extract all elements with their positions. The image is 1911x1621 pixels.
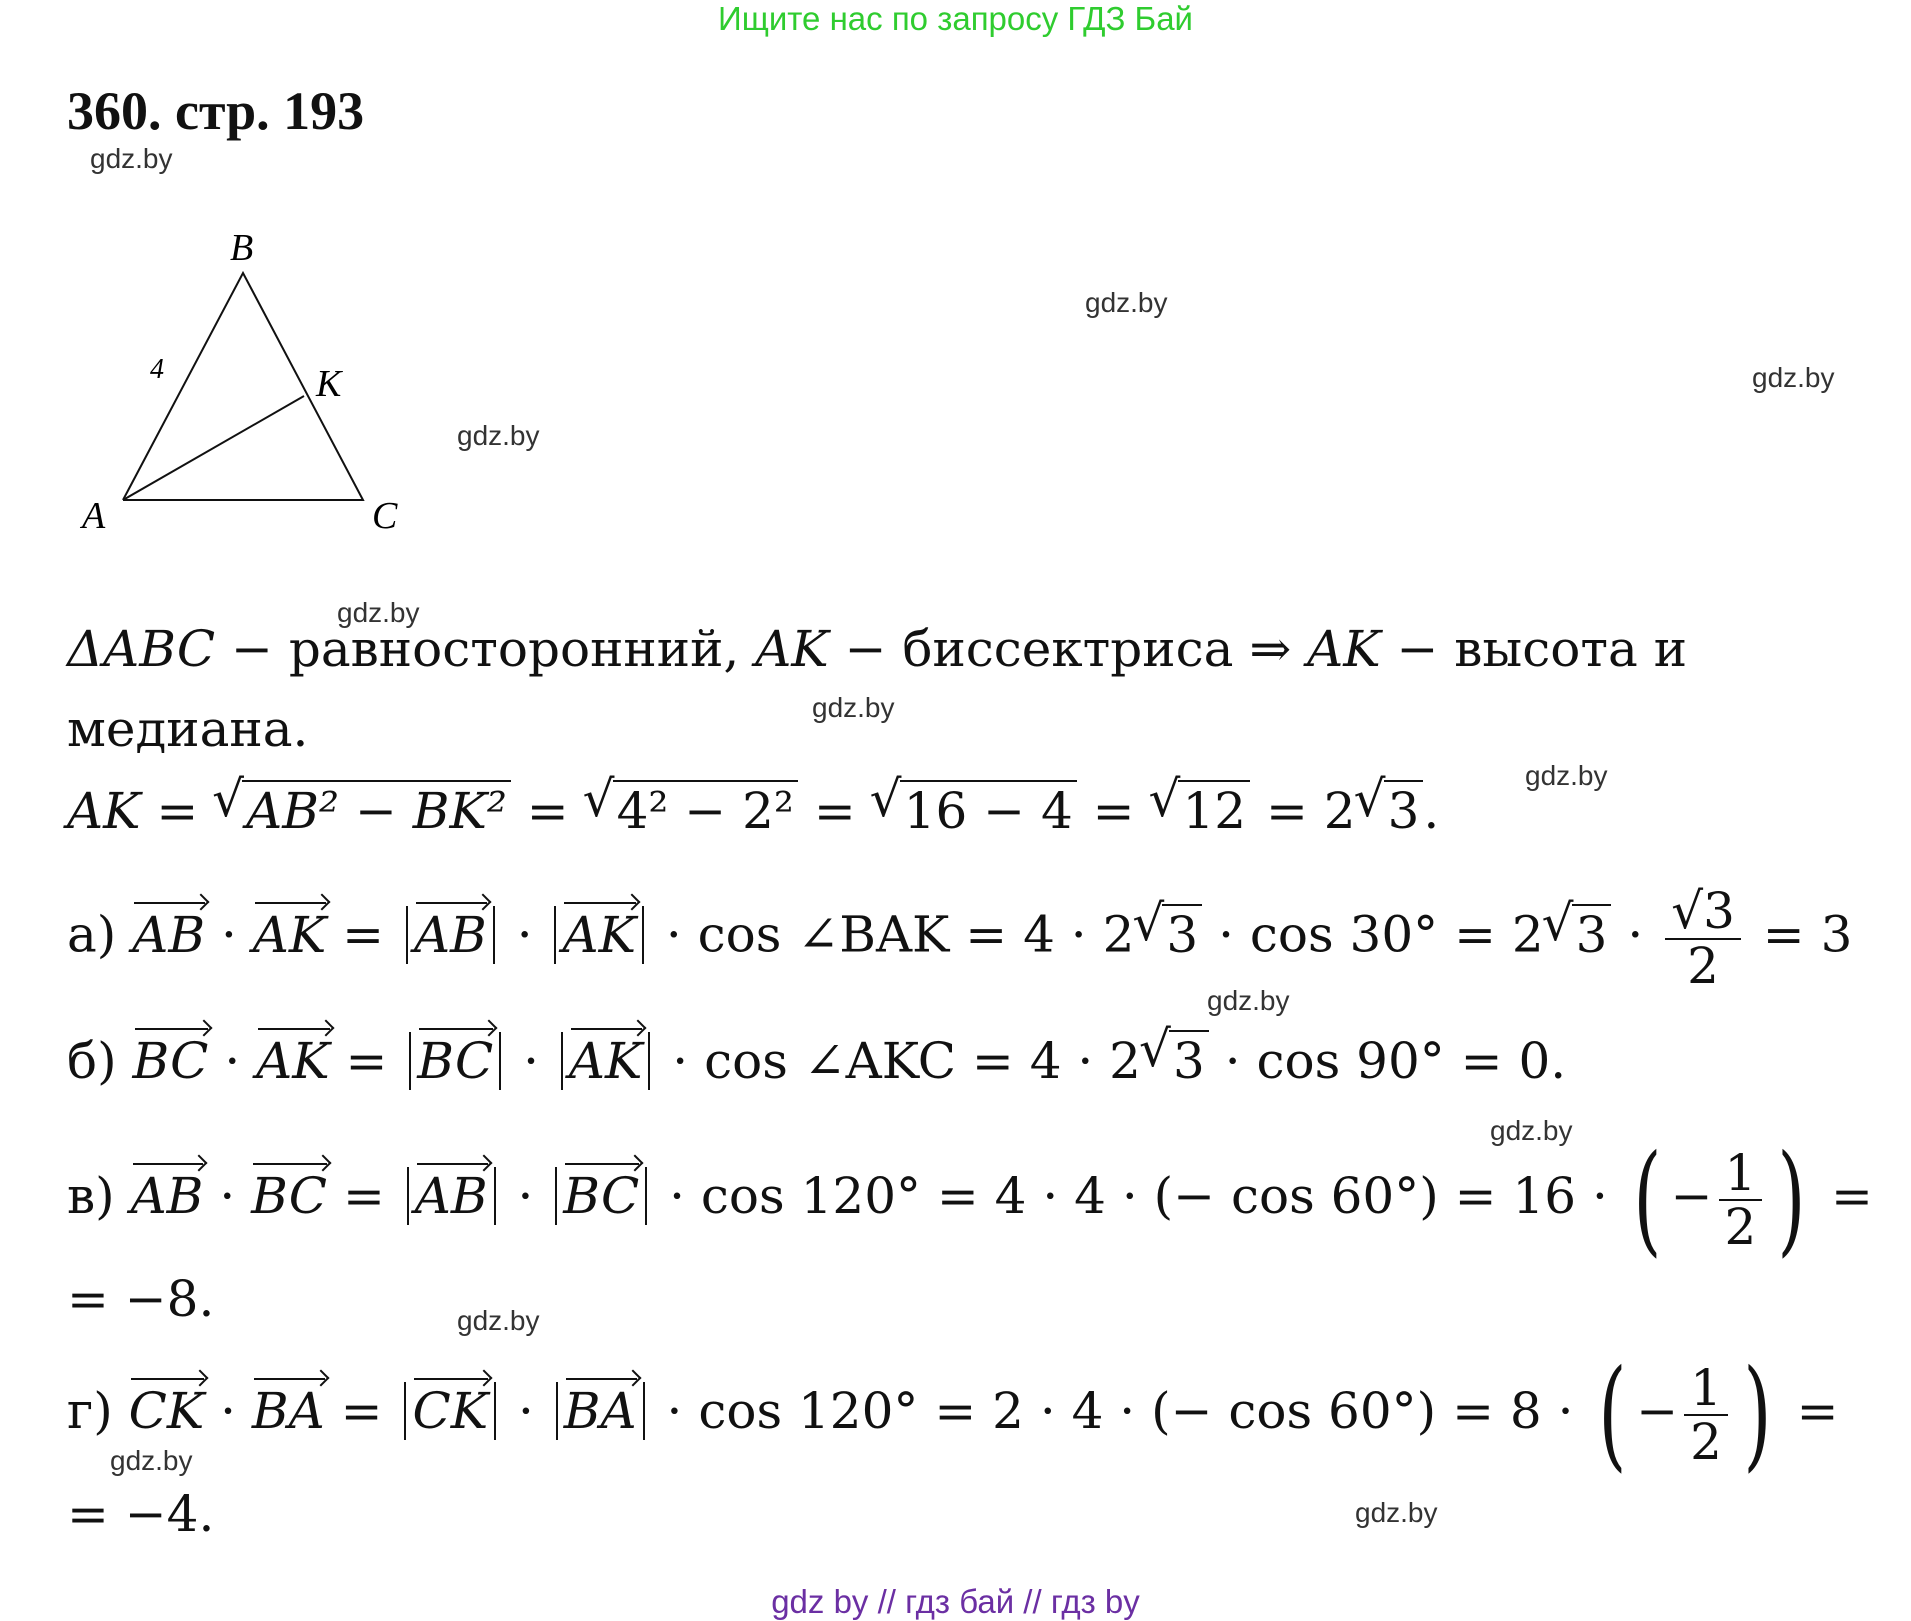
text: − <box>1670 1167 1713 1225</box>
sqrt-expression: √ AB² − BK² <box>242 780 511 840</box>
segment: AK <box>1307 620 1381 678</box>
triangle-figure <box>60 220 440 540</box>
item-g-continuation: = −4. <box>67 1485 215 1543</box>
watermark: gdz.by <box>1355 1497 1438 1528</box>
text: = 3 <box>1762 905 1853 964</box>
item-label: а) <box>67 905 117 964</box>
sqrt-expression: √ 16 − 4 <box>900 780 1077 840</box>
text: = <box>1796 1382 1839 1440</box>
vector: AK <box>256 1032 330 1090</box>
text: . <box>1423 782 1440 840</box>
item-label: б) <box>67 1032 117 1090</box>
label-k: K <box>316 363 342 405</box>
vector: BC <box>251 1167 328 1225</box>
fraction: $\frac{√3}{2}$ <box>1665 885 1741 992</box>
text: · cos ∠BAK = 4 · 2 <box>665 905 1135 964</box>
vector: BA <box>251 1382 325 1440</box>
watermark: gdz.by <box>1525 760 1608 791</box>
vector: AB <box>413 905 487 964</box>
vector: AK <box>568 1032 643 1090</box>
sqrt-expression: √ 12 <box>1178 780 1250 840</box>
text: · <box>1627 905 1644 964</box>
text: = <box>510 782 585 840</box>
label-a: A <box>82 495 106 537</box>
text: · cos ∠AKC = 4 · 2 <box>672 1032 1141 1090</box>
sqrt-expression: √ 3 <box>1384 780 1424 840</box>
vector: AB <box>130 1167 204 1225</box>
watermark: gdz.by <box>812 692 895 723</box>
item-v-continuation: = −8. <box>67 1270 215 1328</box>
text: · cos 30° = 2 <box>1218 905 1544 964</box>
vector: AB <box>414 1167 488 1225</box>
watermark: gdz.by <box>337 597 420 628</box>
fraction: $\frac{1}{2}$ <box>1719 1147 1763 1254</box>
label-b: B <box>230 227 254 269</box>
watermark: gdz.by <box>457 420 540 451</box>
text: · cos 90° = 0. <box>1224 1032 1567 1090</box>
watermark: gdz.by <box>90 143 173 174</box>
watermark: gdz.by <box>1207 985 1290 1016</box>
side-label: 4 <box>150 354 164 385</box>
statement-line-2: медиана. <box>67 700 309 758</box>
triangle-name: ΔABC <box>67 620 216 678</box>
vector: AK <box>252 905 327 964</box>
sqrt-expression: √ 3 <box>1162 904 1202 964</box>
item-label: г) <box>67 1382 113 1440</box>
vector: BC <box>417 1032 494 1090</box>
text: = 2 <box>1250 782 1356 840</box>
page-title: 360. стр. 193 <box>67 81 365 141</box>
text: = <box>1076 782 1151 840</box>
text: − биссектриса ⇒ <box>828 620 1308 678</box>
statement-line <box>67 620 1687 678</box>
item-label: в) <box>67 1167 115 1225</box>
sqrt-expression: √ 3 <box>1169 1030 1209 1090</box>
segment: AK <box>67 782 141 840</box>
vector: BC <box>132 1032 209 1090</box>
item-b: б) BC · AK = BC · AK · cos ∠AKC = 4 · 2√ 3 · cos 90° = 0. <box>67 1030 1566 1090</box>
watermark: gdz.by <box>1490 1115 1573 1146</box>
text: = <box>1831 1167 1873 1225</box>
vector: BC <box>563 1167 640 1225</box>
watermark: gdz.by <box>110 1445 193 1476</box>
vector: BA <box>563 1382 637 1440</box>
text: − равносторонний, <box>215 620 756 678</box>
watermark: gdz.by <box>1085 287 1168 318</box>
footer-links[interactable]: gdz by // гдз бай // гдз by <box>771 1583 1140 1620</box>
text: = <box>797 782 872 840</box>
vector: AB <box>132 905 206 964</box>
vector: CK <box>412 1382 489 1440</box>
text: − высота и <box>1380 620 1688 678</box>
segment: AK <box>755 620 829 678</box>
item-v: в) AB · BC = AB · BC · cos 120° = 4 · 4 · (− cos 60°) = 16 · ( − $\frac{1}{2}$ ) = <box>67 1130 1873 1269</box>
item-g: г) CK · BA = CK · BA · cos 120° = 2 · 4 · (− cos 60°) = 8 · ( − $\frac{1}{2}$ ) = <box>67 1345 1839 1484</box>
item-a: а) AB · AK = AB · AK · cos ∠BAK = 4 · 2√ 3 · cos 30° = 2√ 3 · $\frac{√3}{2}$ = 3 <box>67 885 1852 992</box>
text: − <box>1636 1382 1679 1440</box>
vector: AK <box>562 905 636 964</box>
text: = <box>140 782 215 840</box>
text: · cos 120° = 2 · 4 · (− cos 60°) = 8 · <box>666 1382 1574 1440</box>
watermark: gdz.by <box>1752 362 1835 393</box>
label-c: C <box>372 495 398 537</box>
vector: CK <box>128 1382 205 1440</box>
sqrt-expression: √ 3 <box>1572 904 1612 964</box>
sqrt-expression: √ 4² − 2² <box>613 780 798 840</box>
fraction: $\frac{1}{2}$ <box>1684 1362 1728 1469</box>
watermark: gdz.by <box>457 1305 540 1336</box>
text: · cos 120° = 4 · 4 · (− cos 60°) = 16 · <box>669 1167 1608 1225</box>
ak-formula <box>67 780 1439 840</box>
top-banner: Ищите нас по запросу ГДЗ Бай <box>718 0 1193 37</box>
